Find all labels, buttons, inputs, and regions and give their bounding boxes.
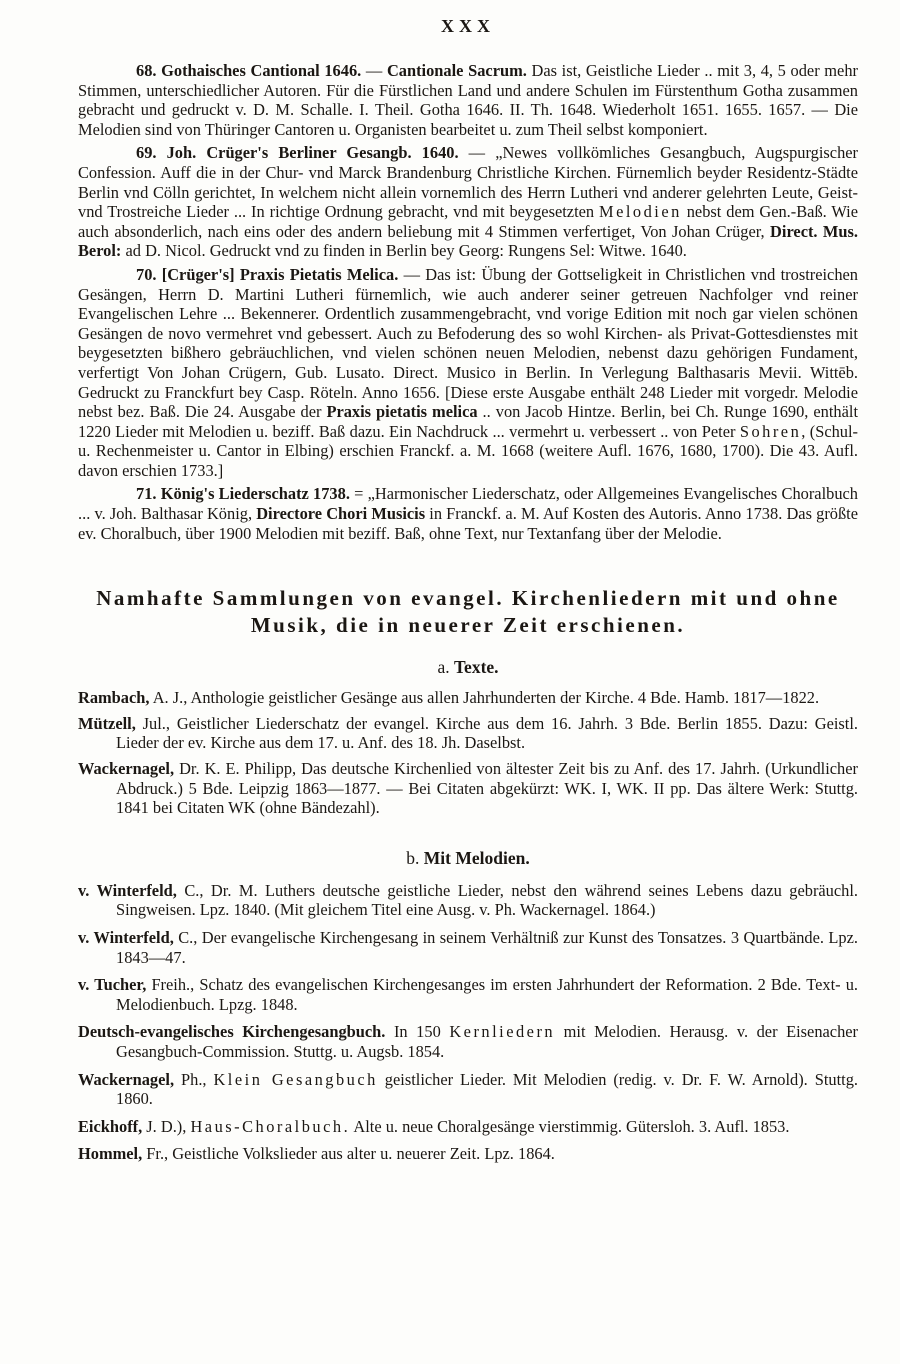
bibliography-item-hommel — [78, 1144, 858, 1164]
text-segment: in Franckf. a. M. Auf Kosten des Autoris. Anno 1738. Das größte ev. Choralbuch, über 1900 Melodien mit beziff. Baß, ohne Text, nur Textanfang über der Melodie. — [78, 504, 858, 543]
text-segment: A. J., Anthologie geistlicher Gesänge aus allen Jahrhunderten der Kirche. 4 Bde. Hamb. 1817—1822. — [149, 688, 820, 708]
text-segment: In 150 — [385, 1022, 450, 1042]
bibliography-item-muetzell — [78, 714, 858, 753]
page-number: XXX — [441, 16, 495, 36]
text-segment: Ph., — [174, 1069, 214, 1089]
catalog-entry-71 — [78, 484, 858, 543]
text-segment: Wackernagel, — [78, 1069, 175, 1089]
catalog-entry-69 — [78, 143, 858, 261]
text-segment: v. Winterfeld, — [78, 880, 177, 900]
text-segment: C., Der evangelische Kirchengesang in seinem Verhältniß zur Kunst des Tonsatzes. 3 Quartbände. Lpz. 1843—47. — [116, 928, 859, 967]
subsection-mit-melodien — [78, 848, 858, 1164]
text-segment: v. Tucher, — [78, 975, 147, 995]
text-segment: 71. König's Liederschatz 1738. — [136, 484, 350, 504]
text-segment: Freih., Schatz des evangelischen Kirchengesanges im ersten Jahrhundert der Reformation. 2 Bde. Text- u. Melodienbuch. Lpzg. 1848. — [116, 975, 859, 1014]
text-segment: Praxis pietatis melica — [326, 402, 478, 422]
bibliography-item-rambach — [78, 688, 858, 708]
text-segment: 70. [Crüger's] Praxis Pietatis Melica. — [136, 264, 399, 284]
text-segment: Alte u. neue Choralgesänge vierstimmig. Gütersloh. 3. Aufl. 1853. — [350, 1116, 790, 1136]
section-heading-line1: Namhafte Sammlungen von evangel. Kirchenliedern mit und ohne — [96, 586, 840, 611]
text-segment: Mit Melodien. — [423, 847, 530, 868]
text-segment: Fr., Geistliche Volkslieder aus alter u. neuerer Zeit. Lpz. 1864. — [142, 1144, 555, 1164]
text-segment: Directore Chori Musicis — [256, 504, 426, 524]
text-segment: Klein Gesangbuch — [213, 1069, 378, 1089]
section-heading-line2: Musik, die in neuerer Zeit erschienen. — [250, 613, 686, 638]
text-segment: , (Schul- u. Rechenmeister u. Cantor in Elbing) erschien Franckf. a. M. 1668 (weitere Aufl. 1676, 1680, 1700). Die 43. Aufl. davon erschien 1733.] — [78, 421, 858, 480]
text-segment: Dr. K. E. Philipp, Das deutsche Kirchenlied von ältester Zeit bis zu Anf. des 17. Jahrh. (Urkundlicher Abdruck.) 5 Bde. Leipzig 1863—1877. — Bei Citaten abgekürzt: WK. I, WK. II pp. Das ältere Werk: Stuttg. 1841 bei Citaten WK (ohne Bändezahl). — [116, 759, 858, 818]
text-segment: = „Harmonischer Liederschatz, oder Allgemeines Evangelisches Choralbuch ... v. Joh. Balthasar König, — [78, 484, 858, 524]
text-segment: 69. Joh. Crüger's Berliner Gesangb. 1640. — [136, 143, 459, 163]
text-segment: Kernliedern — [449, 1022, 556, 1042]
bibliography-item-wackernagel-philipp — [78, 759, 858, 818]
text-segment: Jul., Geistlicher Liederschatz der evangel. Kirche aus dem 16. Jahrh. 3 Bde. Berlin 1855. Dazu: Geistl. Lieder der ev. Kirche aus dem 17. u. Anf. des 18. Jh. Daselbst. — [116, 713, 858, 753]
text-segment: Direct. Mus. Berol: — [78, 221, 858, 261]
text-segment: Mützell, — [78, 713, 136, 733]
text-segment: b. — [406, 847, 424, 868]
bibliography-item-deutsch-evangelisches — [78, 1022, 858, 1061]
text-segment: Wackernagel, — [78, 759, 175, 779]
text-segment: Hommel, — [78, 1144, 143, 1164]
text-segment: — „Newes vollkömliches Gesangbuch, Augspurgischer Confession. Auff die in der Chur- vnd Marck Brandenburg Christliche Kirchen. Fürnemlich beyder Residentz-Städte Berlin vnd Cölln gerichtet, In welchem nicht allein vornemlich des Herrn Lutheri vnd anderer gelehrten Leute, Geist- vnd Trostreiche Lieder ... In richtige Ordnung gebracht, vnd mit beygesetzten — [78, 143, 858, 222]
bibliography-item-eickhoff — [78, 1117, 858, 1137]
bibliography-item-wackernagel-ph — [78, 1070, 858, 1109]
text-segment: C., Dr. M. Luthers deutsche geistliche Lieder, nebst den während seines Lebens dazu gebräuchl. Singweisen. Lpz. 1840. (Mit gleichem Titel eine Ausg. v. Ph. Wackernagel. 1864.) — [116, 880, 858, 920]
text-segment: 68. Gothaisches Cantional 1646. — [136, 61, 362, 80]
subsection-texte-label — [78, 657, 858, 678]
catalog-entry-70 — [78, 265, 858, 481]
bibliography-item-winterfeld-1 — [78, 881, 858, 920]
text-segment: .. von Jacob Hintze. Berlin, bei Ch. Runge 1690, enthält 1220 Lieder mit Melodien u. beziff. Baß dazu. Ein Nachdruck ... vermehrt u. verbessert .. von Peter — [78, 402, 858, 441]
catalog-entry-68 — [78, 61, 858, 139]
text-segment: Haus-Choralbuch. — [190, 1116, 351, 1136]
text-segment: ad D. Nicol. Gedruckt vnd zu finden in Berlin bey Georg: Rungens Sel: Witwe. 1640. — [121, 241, 687, 261]
text-segment: v. Winterfeld, — [78, 928, 174, 947]
text-segment: Das ist, Geistliche Lieder .. mit 3, 4, 5 oder mehr Stimmen, unterschiedlicher Autoren. Für die Fürstlichen Land und andere Schulen im Fürstenthum Gotha zusammen gebracht und gedruckt v. D. M. Schalle. I. Theil. Gotha 1646. II. Th. 1648. Wiederholt 1651. 1655. 1657. — Die Melodien sind von Thüringer Cantoren u. Organisten bearbeitet u. zum Theil selbst komponiert. — [78, 61, 858, 139]
text-segment: Cantionale Sacrum. — [386, 61, 527, 80]
text-segment: — — [361, 61, 387, 80]
text-segment: — Das ist: Übung der Gottseligkeit in Christlichen vnd trostreichen Gesängen, Herrn D. Martini Lutheri fürnemlich, wie auch anderer seiner getreuen Nachfolger vnd reiner Evangelischen Lehre ... Bekennerer. Ordentlich zusammengebracht, vnd vorige Edition mit noch gar vielen schönen Gesängen de novo vermehret vnd gebessert. Auch zu Befoderung des so wohl Kirchen- als Privat-Gottesdienstes mit beygesetzten bißhero gebräuchlichen, vnd vielen schönen neuen Melodien, nebenst dazu gehörigen Fundament, verfertigt Von Johan Crügern, Gub. Lusato. Direct. Musico in Berlin. In Verlegung Balthasaris Mevii. Wittēb. Gedruckt zu Franckfurt bey Casp. Röteln. Anno 1656. [Diese erste Ausgabe enthält 248 Lieder mit vorgedr. Melodie nebst bez. Baß. Die 24. Ausgabe der — [78, 264, 858, 422]
text-segment: Deutsch-evangelisches Kirchengesangbuch. — [78, 1022, 386, 1042]
text-segment: Rambach, — [78, 688, 150, 708]
text-segment: Eickhoff, — [78, 1116, 143, 1136]
text-segment: Melodien — [599, 202, 682, 222]
subsection-mit-melodien-label — [78, 848, 858, 869]
text-segment: a. — [437, 657, 454, 678]
text-segment: Sohren — [739, 421, 802, 441]
text-segment: geistlicher Lieder. Mit Melodien (redig. v. Dr. F. W. Arnold). Stuttg. 1860. — [116, 1069, 858, 1109]
text-segment: nebst dem Gen.-Baß. Wie auch absonderlich, nach eins oder des andern beliebung mit 4 Stimmen verfertiget, Von Johan Crüger, — [78, 202, 858, 241]
text-segment: Texte. — [453, 657, 499, 678]
text-segment: J. D.), — [142, 1116, 191, 1136]
text-segment: mit Melodien. Herausg. v. der Eisenacher Gesangbuch-Commission. Stuttg. u. Augsb. 1854. — [116, 1022, 858, 1061]
section-heading — [78, 585, 858, 639]
bibliography-item-winterfeld-2 — [78, 928, 858, 967]
bibliography-item-tucher — [78, 975, 858, 1014]
subsection-texte — [78, 657, 858, 818]
